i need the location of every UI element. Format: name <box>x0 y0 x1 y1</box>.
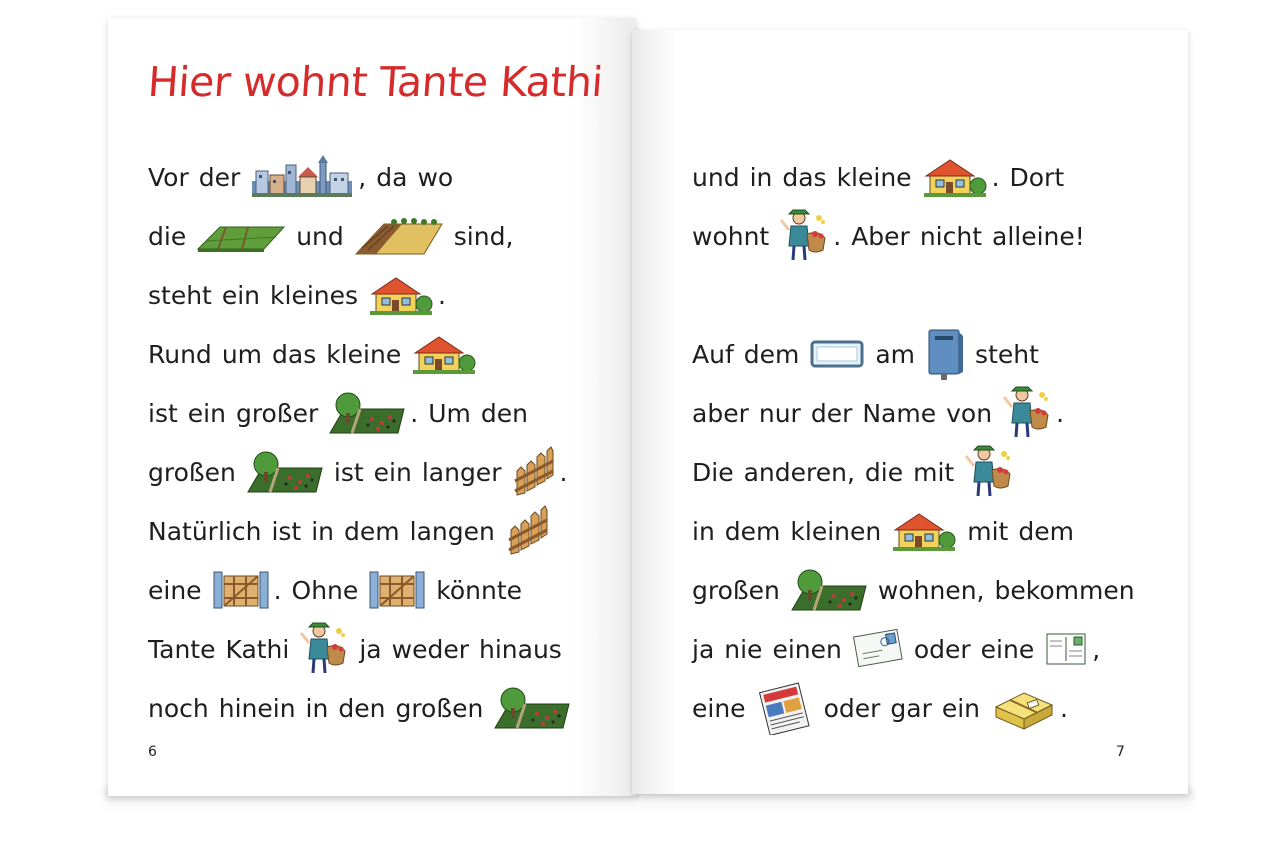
word: Vor <box>148 162 189 192</box>
word: Kathi <box>225 634 290 664</box>
word: Ohne <box>291 575 359 605</box>
word: mit <box>967 516 1009 546</box>
text-line <box>148 626 572 672</box>
word: dem <box>724 516 781 546</box>
word: da <box>376 162 408 192</box>
punctuation: . <box>1056 398 1065 428</box>
kathi-icon <box>299 621 349 677</box>
word: Auf <box>692 339 734 369</box>
punctuation: . <box>410 398 419 428</box>
word: am <box>875 339 916 369</box>
word: großen <box>692 575 780 605</box>
text-line <box>692 449 1024 495</box>
nameplate-icon <box>809 337 865 371</box>
word: dem <box>344 516 400 546</box>
word: gar <box>890 693 932 723</box>
text-line <box>148 213 523 259</box>
word: ja <box>359 634 382 664</box>
word: den <box>338 693 386 723</box>
word: langer <box>421 457 502 487</box>
garden-icon <box>328 391 406 435</box>
word: hinaus <box>478 634 562 664</box>
punctuation: . <box>833 221 842 251</box>
right-page-number: 7 <box>1116 744 1125 760</box>
text-line <box>692 508 1084 554</box>
word: in <box>749 162 773 192</box>
word: und <box>692 162 740 192</box>
word: steht <box>148 280 212 310</box>
word: die <box>864 457 904 487</box>
text-line <box>692 685 1078 731</box>
word: eine <box>692 693 746 723</box>
word: nur <box>758 398 801 428</box>
text-line <box>148 449 577 495</box>
mailbox-icon <box>925 326 965 382</box>
word: kleines <box>270 280 359 310</box>
house-icon <box>922 156 988 198</box>
kathi-icon <box>779 208 829 264</box>
newspaper-icon <box>756 681 814 735</box>
word: ein <box>221 280 261 310</box>
word: alleine! <box>992 221 1085 251</box>
text-line <box>148 567 532 613</box>
city-icon <box>250 155 354 199</box>
word: in <box>692 516 715 546</box>
text-line <box>148 685 581 731</box>
word: wohnen, <box>877 575 985 605</box>
text-line <box>692 154 1074 200</box>
word: Die <box>692 457 734 487</box>
word: steht <box>975 339 1039 369</box>
word: langen <box>409 516 495 546</box>
kathi-icon <box>1002 385 1052 441</box>
word: dem <box>743 339 800 369</box>
gate-icon <box>368 570 426 610</box>
house-icon <box>368 274 434 316</box>
word: weder <box>391 634 469 664</box>
word: eine <box>148 575 202 605</box>
word: anderen, <box>743 457 855 487</box>
text-line <box>148 272 456 318</box>
gate-icon <box>212 570 270 610</box>
word: Aber <box>851 221 910 251</box>
word: um <box>221 339 263 369</box>
word: noch <box>148 693 209 723</box>
word: wohnt <box>692 221 770 251</box>
punctuation: . <box>559 457 568 487</box>
word: in <box>305 693 329 723</box>
left-page-number: 6 <box>148 744 157 760</box>
word: den <box>480 398 528 428</box>
house-icon <box>411 333 477 375</box>
text-line <box>692 331 1049 377</box>
house-icon <box>891 510 957 552</box>
punctuation: , <box>1092 634 1101 664</box>
word: großer <box>235 398 319 428</box>
word: Um <box>428 398 471 428</box>
text-line <box>692 213 1095 259</box>
word: Name <box>862 398 937 428</box>
word: kleine <box>836 162 912 192</box>
punctuation: . <box>438 280 446 310</box>
word: großen <box>148 457 236 487</box>
text-line <box>148 508 559 554</box>
word: ein <box>187 398 226 428</box>
word: oder <box>913 634 971 664</box>
word: hinein <box>218 693 296 723</box>
word: sind, <box>453 221 514 251</box>
word: könnte <box>436 575 523 605</box>
letter-icon <box>852 627 904 671</box>
garden-icon <box>790 568 868 612</box>
word: nie <box>724 634 763 664</box>
punctuation: . <box>991 162 1000 192</box>
word: wo <box>417 162 454 192</box>
word: nicht <box>919 221 983 251</box>
word: bekommen <box>994 575 1135 605</box>
text-line <box>692 567 1145 613</box>
word: Tante <box>148 634 216 664</box>
word: von <box>946 398 993 428</box>
parcel-icon <box>990 685 1056 731</box>
word: Natürlich <box>148 516 262 546</box>
text-line <box>692 626 1110 672</box>
kathi-icon <box>964 444 1014 500</box>
word: großen <box>395 693 484 723</box>
punctuation: . <box>1060 693 1068 723</box>
word: ist <box>271 516 302 546</box>
text-line <box>148 331 487 377</box>
word: die <box>148 221 187 251</box>
word: das <box>272 339 317 369</box>
word: eine <box>980 634 1035 664</box>
fence-icon <box>505 504 549 558</box>
word: der <box>198 162 241 192</box>
garden-icon <box>493 686 571 730</box>
word: ein <box>373 457 412 487</box>
word: kleine <box>326 339 402 369</box>
fence-icon <box>511 445 555 499</box>
word: ist <box>148 398 178 428</box>
field-icon <box>354 214 444 258</box>
punctuation: . <box>273 575 282 605</box>
word: ja <box>692 634 715 664</box>
page-title: Hier wohnt Tante Kathi <box>146 58 605 106</box>
word: kleinen <box>790 516 882 546</box>
word: das <box>782 162 827 192</box>
word: Dort <box>1009 162 1065 192</box>
word: ein <box>941 693 981 723</box>
word: in <box>311 516 335 546</box>
word: Rund <box>148 339 212 369</box>
text-line <box>148 390 538 436</box>
word: dem <box>1018 516 1074 546</box>
meadow-icon <box>196 219 286 253</box>
punctuation: , <box>358 162 367 192</box>
word: der <box>810 398 853 428</box>
text-line <box>692 390 1074 436</box>
postcard-icon <box>1044 629 1088 669</box>
text-line <box>148 154 463 200</box>
word: und <box>296 221 344 251</box>
word: ist <box>333 457 364 487</box>
word: oder <box>823 693 881 723</box>
word: einen <box>772 634 842 664</box>
garden-icon <box>246 450 324 494</box>
word: mit <box>913 457 955 487</box>
word: aber <box>692 398 749 428</box>
